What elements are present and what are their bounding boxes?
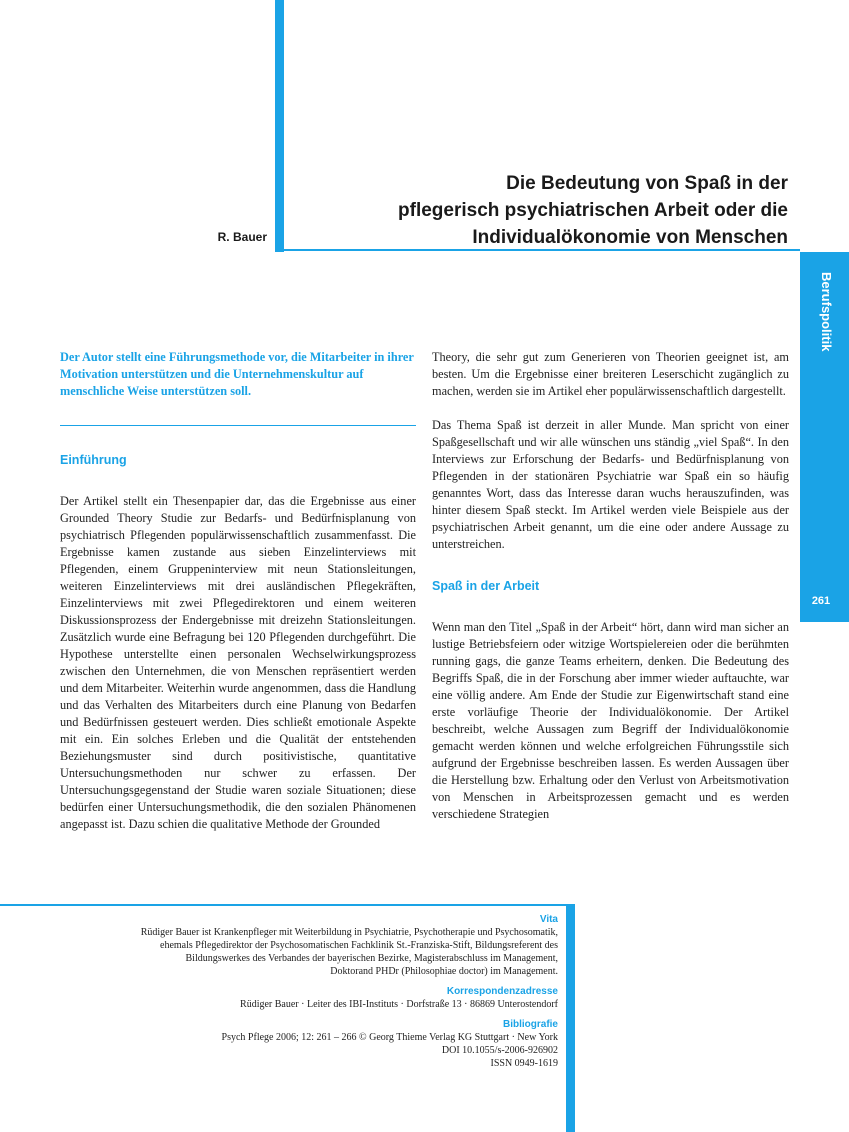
issn: ISSN 0949-1619	[490, 1058, 558, 1069]
page-number: 261	[811, 595, 831, 607]
article-title	[318, 170, 788, 251]
section-heading-einfuehrung: Einführung	[60, 453, 127, 467]
section-label: Berufspolitik	[819, 272, 834, 352]
section-heading-spass: Spaß in der Arbeit	[432, 579, 540, 593]
top-accent-bar	[275, 0, 284, 252]
body-paragraph: Wenn man den Titel „Spaß in der Arbeit“ hört, dann wird man sicher an lustige Betriebsfeiern oder witzige Wortspielereien oder die berühmten running gags, die ganze Teams erheitern, denken. Die Bedeutung des Begriffs Spaß, die in der Forschung aber immer wieder auftauchte, war eine völlig andere. Am Ende der Studie zur Eigenwirtschaft stand eine erste vorläufige Theorie der Individualökonomie. Der Artikel beschreibt, welche Aussagen zum Begriff der Individualökonomie gemacht werden können und welche erfolgreichen Führungsstile sich aufgrund der Ergebnisse beschreiben lassen. Es werden Aussagen über die Herstellung bzw. Erhaltung oder den Verlust von Arbeitsmotivation von Menschen in Arbeitsprozessen gemacht und es werden verschiedene Strategien	[432, 620, 789, 821]
left-column	[60, 349, 416, 850]
footer-accent-bar	[566, 904, 575, 1132]
title-line: pflegerisch psychiatrischen Arbeit oder die	[398, 200, 788, 221]
right-column	[432, 349, 789, 840]
vita-line: Bildungswerkes des Verbandes der bayerischen Bezirke, Magisterabschluss im Management,	[185, 953, 558, 964]
title-line: Individualökonomie von Menschen	[472, 227, 788, 248]
author-name: R. Bauer	[217, 230, 267, 244]
bibliography-line: Psych Pflege 2006; 12: 261 – 266 © Georg Thieme Verlag KG Stuttgart · New York	[221, 1032, 558, 1043]
vita-line: Rüdiger Bauer ist Krankenpfleger mit Weiterbildung in Psychiatrie, Psychotherapie und Psychosomatik,	[140, 927, 558, 938]
body-paragraph: Das Thema Spaß ist derzeit in aller Munde. Man spricht von einer Spaßgesellschaft und wir alle wünschen uns ständig „viel Spaß“. In den Interviews zur Erforschung der Bedarfs- und Bedürfnisplanung von Pflegenden in der stationären Psychiatrie war Spaß ein so häufig genanntes Wort, dass das Interesse daran wuchs herauszufinden, was hinter diesem Spaß steckt. Im Artikel werden viele Beispiele aus der psychiatrischen Arbeit genannt, um die eine oder andere Aussage zu unterstreichen.	[432, 418, 789, 551]
body-paragraph: Theory, die sehr gut zum Generieren von Theorien geeignet ist, am besten. Um die Ergebnisse einer breiteren Leserschicht zugänglich zu machen, werden sie im Artikel eher populärwissenschaftlich dargestellt.	[432, 350, 789, 398]
doi: DOI 10.1055/s-2006-926902	[441, 1045, 558, 1056]
footer-rule	[0, 904, 575, 906]
vita-line: Doktorand PHDr (Philosophiae doctor) im Management.	[330, 966, 558, 977]
abstract-divider	[60, 425, 416, 426]
bibliography-label: Bibliografie	[502, 1019, 558, 1030]
correspondence-label: Korrespondenzadresse	[446, 986, 558, 997]
correspondence-address: Rüdiger Bauer · Leiter des IBI-Instituts · Dorfstraße 13 · 86869 Unterostendorf	[240, 999, 558, 1010]
section-label-container	[800, 252, 849, 452]
vita-line: ehemals Pflegedirektor der Psychosomatischen Fachklinik St.-Franziska-Stift, Bildungsreferent des	[160, 940, 558, 951]
title-line: Die Bedeutung von Spaß in der	[506, 173, 788, 194]
abstract: Der Autor stellt eine Führungsmethode vor, die Mitarbeiter in ihrer Motivation unterstützen und die Unternehmenskultur auf menschliche Weise unterstützen soll.	[60, 350, 414, 398]
article-info-box	[58, 913, 558, 1070]
vita-label: Vita	[539, 914, 558, 925]
body-paragraph: Der Artikel stellt ein Thesenpapier dar, das die Ergebnisse aus einer Grounded Theory Studie zur Bedarfs- und Bedürfnisplanung von psychiatrisch Pflegenden populärwissenschaftlich zusammenfasst. Die Ergebnisse kamen zustande aus sieben Einzelinterviews mit Pflegenden, einem Gruppeninterview mit neun Stationsleitungen, weiteren Einzelinterviews mit drei ausländischen Pflegekräften, Einzelinterviews mit zwei Pflegedirektoren und einem weiteren Diskussionsprozess der Endergebnisse mit dreizehn Stationsleitungen. Zusätzlich wurde eine Befragung bei 120 Pflegenden durchgeführt. Die Hypothese unterstellte einen personalen Wechselwirkungsprozess zwischen den Unternehmen, die von Menschen repräsentiert werden und dem Mitarbeiter. Weiterhin wurde angenommen, dass die Handlung und das Verhalten des Mitarbeiters durch eine Planung von Bedarfen und Bedürfnissen gesteuert werden. Dies schließt emotionale Aspekte mit ein. Ein solches Erleben und die Qualität der entstehenden Beziehungsmuster sind durch positivistische, quantitative Untersuchungsmethoden nur schwer zu erfassen. Der Untersuchungsgegenstand der Studie waren soziale Situationen; diese bedürfen einer Untersuchungsmethodik, die den sozialen Phänomenen angepasst ist. Dazu schien die qualitative Methode der Grounded	[60, 494, 416, 831]
